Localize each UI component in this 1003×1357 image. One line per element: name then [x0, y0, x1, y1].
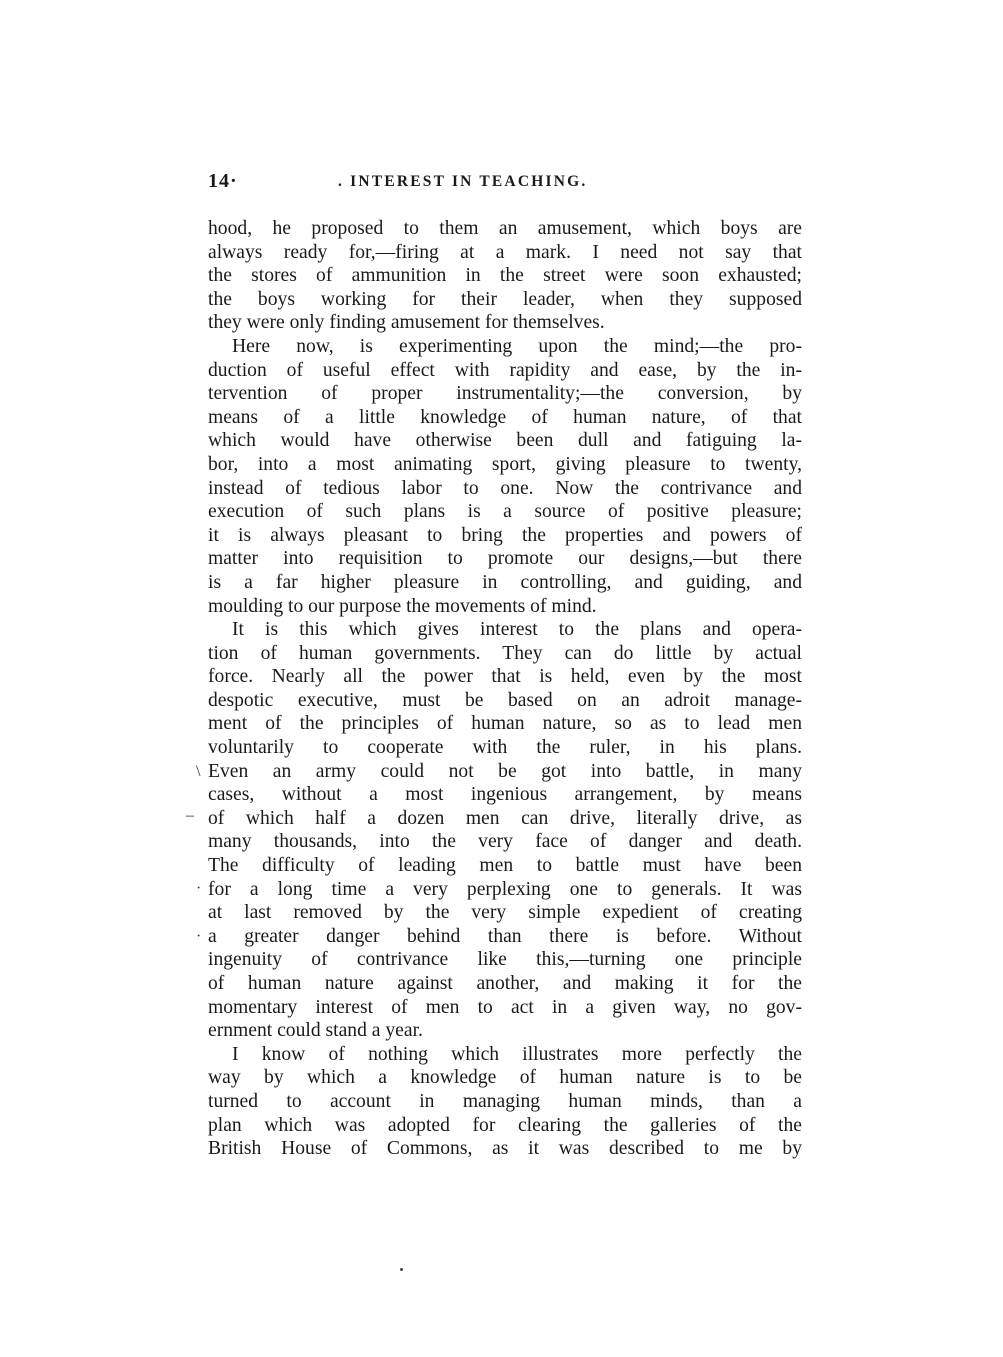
page-number: 14· [208, 170, 238, 192]
margin-mark: ‒ [186, 807, 194, 824]
text-line: voluntarily to cooperate with the ruler, in his plans. [208, 737, 802, 759]
text-line: British House of Commons, as it was described to me by [208, 1138, 802, 1160]
text-line: ment of the principles of human nature, so as to lead men [208, 713, 802, 735]
margin-mark: \ [196, 763, 201, 780]
text-line: which would have otherwise been dull and fatiguing la- [208, 430, 802, 452]
text-line: ingenuity of contrivance like this,—turning one principle [208, 949, 802, 971]
text-line: the stores of ammunition in the street were soon exhausted; [208, 265, 802, 287]
text-line: cases, without a most ingenious arrangement, by means [208, 784, 802, 806]
text-line: bor, into a most animating sport, giving pleasure to twenty, [208, 453, 802, 475]
text-line: many thousands, into the very face of danger and death. [208, 831, 802, 853]
text-line: of which half a dozen men can drive, literally drive, as [208, 807, 802, 829]
paragraph-start-line: Here now, is experimenting upon the mind;—the pro- [232, 335, 802, 357]
text-line: means of a little knowledge of human nature, of that [208, 406, 802, 428]
running-head [208, 170, 808, 196]
text-line: Even an army could not be got into battle, in many [208, 760, 802, 782]
running-title: . INTEREST IN TEACHING. [338, 173, 588, 190]
text-line: turned to account in managing human minds, than a [208, 1090, 802, 1112]
text-line: despotic executive, must be based on an adroit manage- [208, 689, 802, 711]
text-line: for a long time a very perplexing one to generals. It was [208, 878, 802, 900]
paragraph-start-line: I know of nothing which illustrates more perfectly the [232, 1043, 802, 1065]
text-line: force. Nearly all the power that is held, even by the most [208, 666, 802, 688]
text-line: moulding to our purpose the movements of mind. [208, 595, 597, 617]
text-line: tion of human governments. They can do little by actual [208, 642, 802, 664]
text-line: momentary interest of men to act in a given way, no gov- [208, 996, 802, 1018]
text-line: is a far higher pleasure in controlling, and guiding, and [208, 571, 802, 593]
text-line: always ready for,—firing at a mark. I need not say that [208, 241, 802, 263]
text-line: it is always pleasant to bring the properties and powers of [208, 524, 802, 546]
text-line: hood, he proposed to them an amusement, which boys are [208, 218, 802, 239]
text-line: plan which was adopted for clearing the galleries of the [208, 1114, 802, 1136]
text-line: The difficulty of leading men to battle must have been [208, 855, 802, 877]
text-line: the boys working for their leader, when they supposed [208, 288, 802, 310]
text-line: execution of such plans is a source of positive pleasure; [208, 501, 802, 523]
text-line: tervention of proper instrumentality;—the conversion, by [208, 383, 802, 405]
margin-mark: · [196, 880, 202, 897]
text-line: a greater danger behind than there is before. Without [208, 925, 802, 947]
margin-mark: · [196, 928, 202, 945]
text-line: duction of useful effect with rapidity and ease, by the in- [208, 359, 802, 381]
text-line: matter into requisition to promote our designs,—but there [208, 548, 802, 570]
text-line: at last removed by the very simple expedient of creating [208, 902, 802, 924]
page-speck [400, 1268, 403, 1271]
text-line: way by which a knowledge of human nature is to be [208, 1067, 802, 1089]
body-text [208, 217, 802, 1161]
paragraph-start-line: It is this which gives interest to the plans and opera- [232, 619, 802, 641]
text-line: of human nature against another, and making it for the [208, 973, 802, 994]
text-line: they were only finding amusement for themselves. [208, 312, 605, 334]
text-line: instead of tedious labor to one. Now the contrivance and [208, 477, 802, 499]
text-line: ernment could stand a year. [208, 1020, 423, 1042]
